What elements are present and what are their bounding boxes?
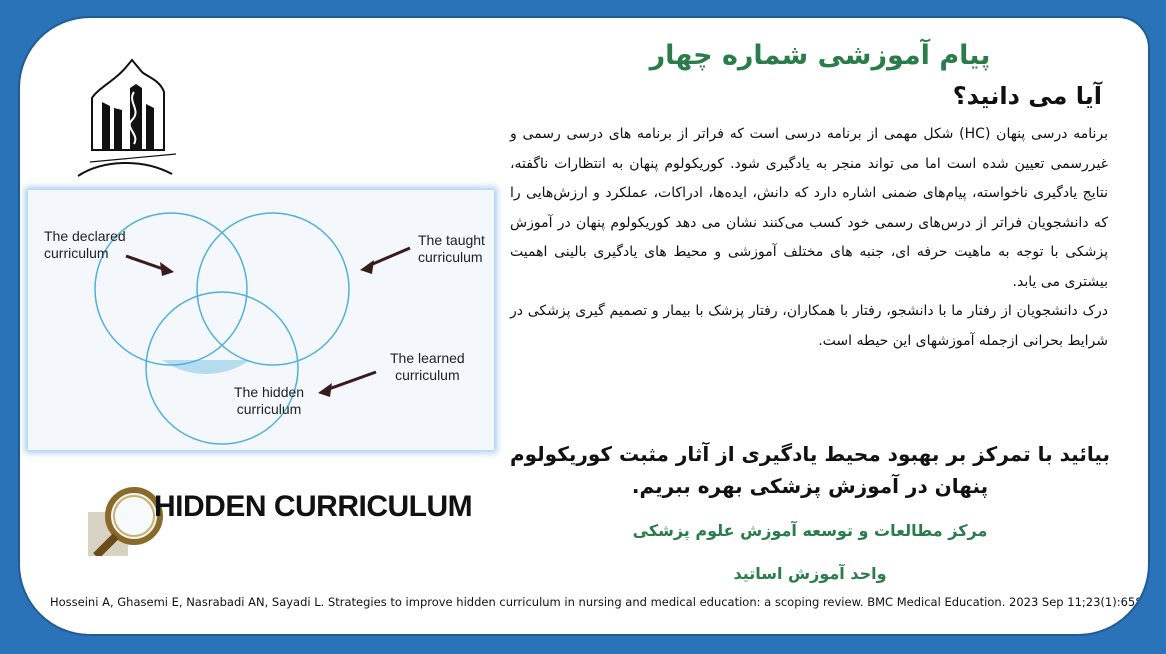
message-card	[20, 18, 1148, 634]
body-text	[510, 120, 1108, 356]
paragraph-definition: برنامه درسی پنهان (HC) شکل مهمی از برنامه درسی است که فراتر از برنامه های درسی رسمی و غیررسمی تعیین شده است اما می تواند منجر به یادگیری شود. کوریکولوم پنهان به انتظارات ناگفته، نتایج یادگیری ناخواسته، پیام‌های ضمنی اشاره دارد که دانش، ایده‌ها، ادراکات، عملکرد و ارزش‌هایی را که دانشجویان فراتر از درس‌های رسمی خود کسب می‌کنند نشان می دهد کوریکولوم پنهان در آموزش پزشکی با توجه به ماهیت حرفه ای، جنبه های مختلف آموزشی و محیط های یادگیری بالینی اهمیت بیشتری می یابد.	[510, 126, 1108, 290]
paragraph-examples: درک دانشجویان از رفتار ما با دانشجو، رفتار با همکاران، رفتار پزشک با بیمار و تصمیم گیری پزشکی در شرایط بحرانی ازجمله آموزشهای این حیطه است.	[510, 303, 1108, 349]
university-logo-icon	[72, 58, 202, 188]
hidden-label: The hidden curriculum	[234, 384, 305, 417]
learned-arrow	[326, 372, 376, 390]
unit-name: واحد آموزش اساتید	[733, 564, 887, 583]
organization-name: مرکز مطالعات و توسعه آموزش علوم پزشکی	[632, 521, 988, 540]
taught-label: The taught curriculum	[418, 232, 485, 265]
declared-label: The declared curriculum	[44, 228, 126, 261]
page-subtitle: آیا می دانید؟	[952, 82, 1102, 110]
hidden-curriculum-banner	[88, 472, 473, 556]
banner-text: HIDDEN CURRICULUM	[154, 490, 473, 523]
callout: بیائید با تمرکز بر بهبود محیط یادگیری از آثار مثبت کوریکولوم پنهان در آموزش پزشکی بهره ببریم.	[509, 442, 1111, 498]
learned-label: The learned curriculum	[390, 350, 465, 383]
page-title: پیام آموزشی شماره چهار	[649, 40, 991, 71]
venn-diagram	[28, 190, 494, 450]
taught-arrow	[368, 248, 410, 266]
reference-citation: Hosseini A, Ghasemi E, Nasrabadi AN, Sayadi L. Strategies to improve hidden curriculum in nursing and medical education: a scoping review. BMC Medical Education. 2023 Sep 11;23(1):658.	[50, 595, 1147, 609]
taught-circle	[197, 213, 349, 365]
declared-arrow	[126, 256, 166, 270]
